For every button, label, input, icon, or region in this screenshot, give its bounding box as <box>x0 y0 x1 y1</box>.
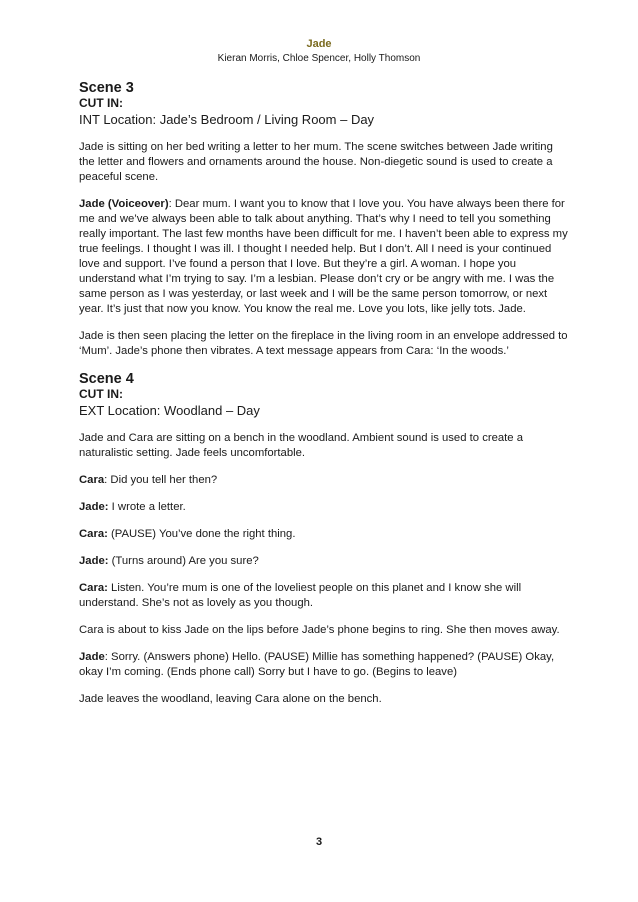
dialogue-line: Did you tell her then? <box>110 474 218 486</box>
document-authors: Kieran Morris, Chloe Spencer, Holly Thomson <box>217 53 421 64</box>
scene-4 <box>79 371 569 707</box>
dialogue-paragraph <box>79 197 569 317</box>
dialogue-paragraph <box>79 581 569 611</box>
action-paragraph: Jade leaves the woodland, leaving Cara alone on the bench. <box>79 693 382 705</box>
speaker-separator: : <box>104 651 112 663</box>
scene-location: INT Location: Jade’s Bedroom / Living Room – Day <box>79 112 375 127</box>
dialogue-line: (PAUSE) You’ve done the right thing. <box>111 528 296 540</box>
dialogue-paragraph <box>79 500 569 515</box>
action-paragraph: Jade is then seen placing the letter on the fireplace in the living room in an envelope addressed to ‘Mum’. Jade’s phone then vibrates. A text message appears from Cara: ‘In the woods.’ <box>79 330 568 357</box>
speaker-name: Jade: <box>79 501 109 513</box>
speaker-separator: : <box>168 198 175 210</box>
scene-location: EXT Location: Woodland – Day <box>79 403 260 418</box>
dialogue-line: Sorry. (Answers phone) Hello. (PAUSE) Millie has something happened? (PAUSE) Okay, okay I’m coming. (Ends phone call) Sorry but I have to go. (Begins to leave) <box>79 651 555 678</box>
dialogue-line: I wrote a letter. <box>111 501 186 513</box>
speaker-name: Jade (Voiceover) <box>79 198 169 210</box>
script-body <box>79 80 569 719</box>
speaker-name: Cara <box>79 474 105 486</box>
speaker-separator: : <box>104 474 111 486</box>
scene-3 <box>79 80 569 359</box>
document-title: Jade <box>306 38 332 50</box>
dialogue-line: (Turns around) Are you sure? <box>111 555 259 567</box>
dialogue-paragraph <box>79 527 569 542</box>
dialogue-paragraph <box>79 650 569 680</box>
action-paragraph: Jade and Cara are sitting on a bench in the woodland. Ambient sound is used to create a naturalistic setting. Jade feels uncomfortable. <box>79 432 524 459</box>
dialogue-paragraph <box>79 473 569 488</box>
action-paragraph: Cara is about to kiss Jade on the lips before Jade’s phone begins to ring. She then moves away. <box>79 624 560 636</box>
cut-in-label: CUT IN: <box>79 96 123 110</box>
speaker-name: Jade: <box>79 555 109 567</box>
scene-heading: Scene 4 <box>79 371 134 387</box>
action-paragraph: Jade is sitting on her bed writing a letter to her mum. The scene switches between Jade writing the letter and flowers and ornaments around the house. Non-diegetic sound is used to create a peaceful scene. <box>79 141 553 183</box>
cut-in-label: CUT IN: <box>79 387 123 401</box>
dialogue-line: Listen. You’re mum is one of the loveliest people on this planet and I know she will understand. She’s not as lovely as you though. <box>79 582 522 609</box>
scene-heading: Scene 3 <box>79 80 134 96</box>
page-number: 3 <box>315 836 323 848</box>
speaker-name: Cara: <box>79 582 108 594</box>
speaker-name: Jade <box>79 651 105 663</box>
speaker-name: Cara: <box>79 528 108 540</box>
dialogue-paragraph <box>79 554 569 569</box>
dialogue-line: Dear mum. I want you to know that I love you. You have always been there for me and we’ve always been able to talk about anything. That’s why I need to tell you something really important. The last few months have been difficult for me. I haven’t been able to express my true feelings. I thought I was ill. I thought I needed help. But I don’t. All I need is your continued love and support. I’ve found a person that I love. But they’re a girl. A woman. I hope you understand what I’m trying to say. I’m a lesbian. Please don’t cry or be angry with me. I was the same person as I was yesterday, or last week and I will be the same person tomorrow, or next year. It’s just that now you know. You know the real me. Love you lots, like jelly tots. Jade. <box>79 198 568 315</box>
